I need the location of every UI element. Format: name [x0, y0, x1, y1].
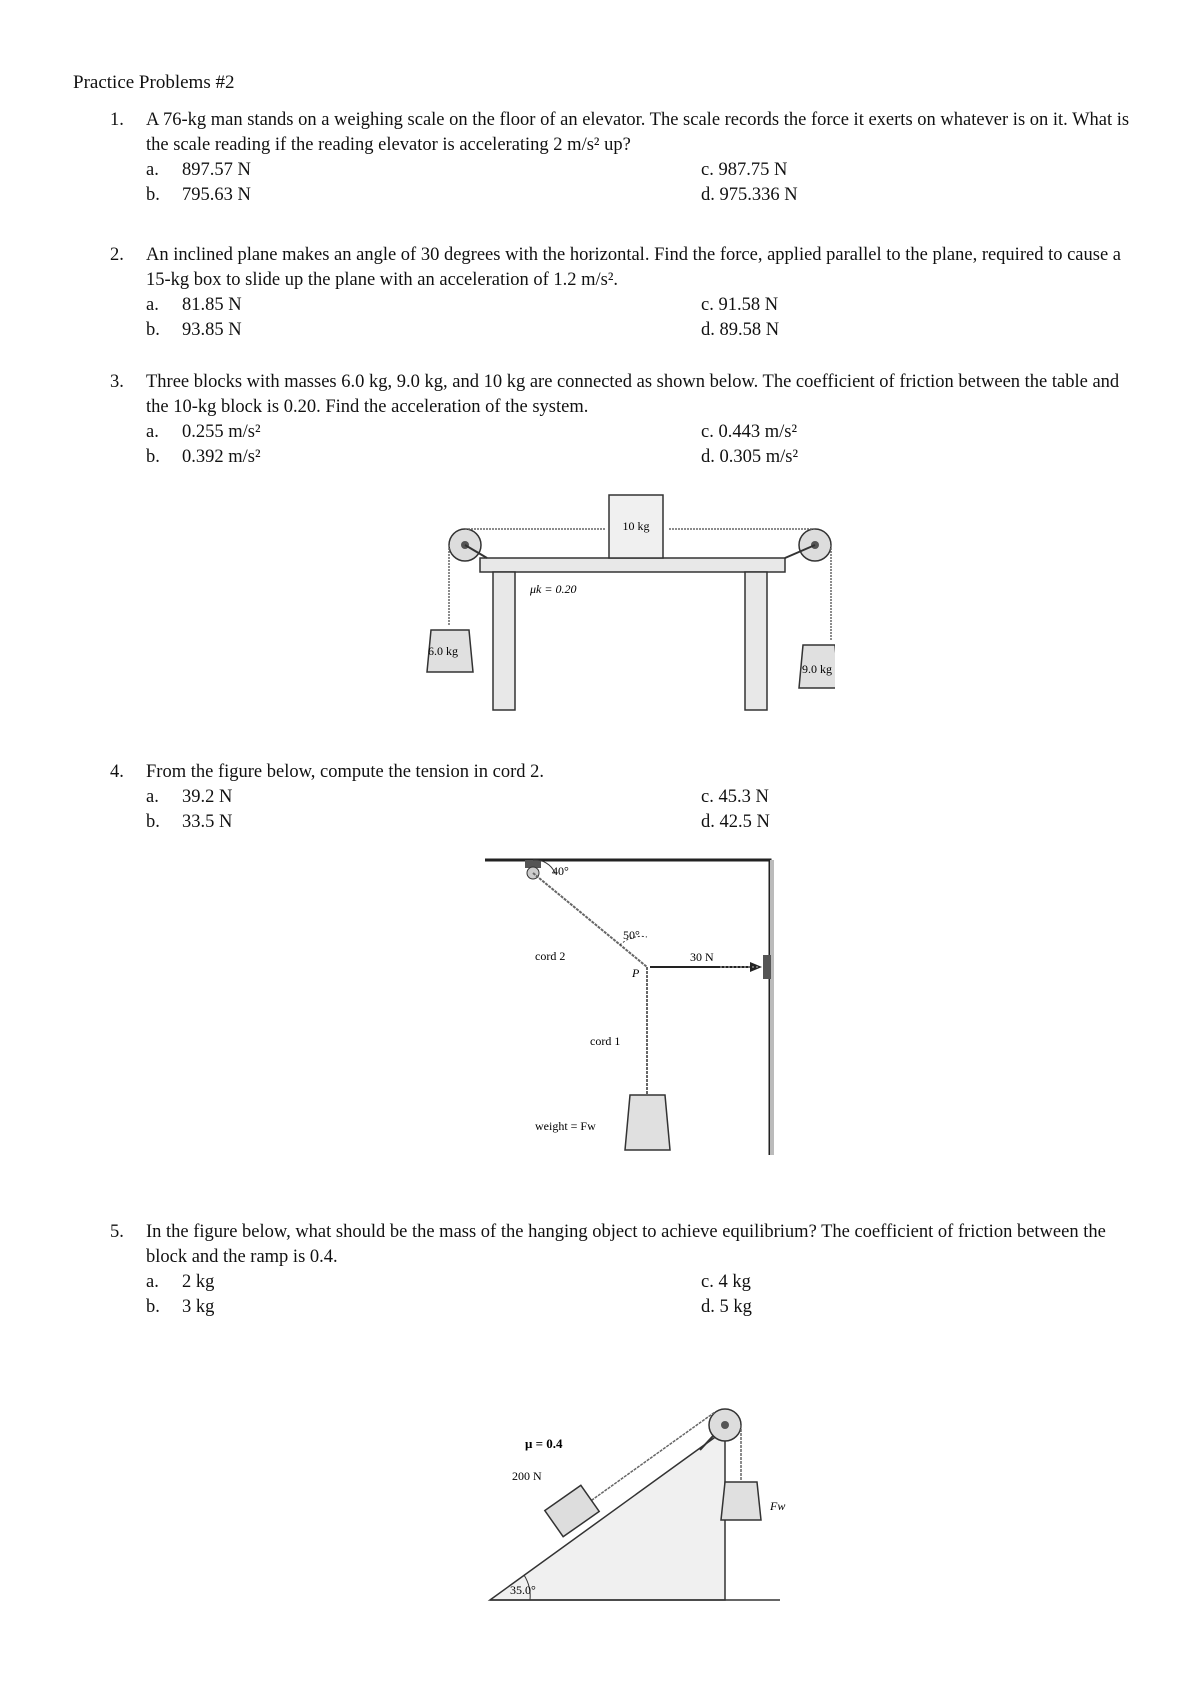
options — [146, 420, 1140, 470]
point-label: P — [632, 966, 640, 980]
option-value: 0.255 m/s² — [182, 422, 261, 442]
option-a — [146, 785, 232, 810]
angle-top-label: 40° — [552, 864, 569, 878]
option-value: 2 kg — [182, 1272, 215, 1292]
block-label: 200 N — [512, 1469, 542, 1483]
question-1 — [110, 108, 1140, 208]
options — [146, 1270, 1140, 1320]
question-5 — [110, 1220, 1140, 1320]
mu-label: μ = 0.4 — [525, 1436, 563, 1451]
hanging-label: Fw — [770, 1499, 786, 1513]
page-title: Practice Problems #2 — [73, 72, 235, 93]
option-b — [146, 318, 242, 343]
option-value: 0.392 m/s² — [182, 447, 261, 467]
force-label: 30 N — [690, 950, 714, 964]
ceiling-wall — [485, 860, 770, 1155]
options — [146, 293, 1140, 343]
question-text: Three blocks with masses 6.0 kg, 9.0 kg, and 10 kg are connected as shown below. The coefficient of friction between the table and the 10-kg block is 0.20. Find the acceleration of the system. — [146, 372, 1120, 417]
option-a — [146, 1270, 214, 1295]
option-d: d. 42.5 N — [701, 812, 770, 832]
option-c: c. 91.58 N — [701, 295, 779, 315]
question-4 — [110, 760, 1140, 835]
question-text: From the figure below, compute the tension in cord 2. — [146, 762, 545, 782]
option-b — [146, 445, 261, 470]
wall-mount — [763, 955, 771, 979]
cord-1-label: cord 1 — [590, 1034, 621, 1048]
option-value: 795.63 N — [182, 185, 251, 205]
figure-cords — [480, 855, 800, 1155]
option-b — [146, 810, 232, 835]
friction-label: μk = 0.20 — [530, 582, 577, 596]
weight-right-label: 9.0 kg — [802, 662, 832, 676]
option-c: c. 45.3 N — [701, 787, 769, 807]
question-2 — [110, 243, 1140, 343]
option-value: 39.2 N — [182, 787, 233, 807]
question-number: 2. — [110, 245, 124, 265]
option-a — [146, 158, 251, 183]
cord-2-label: cord 2 — [535, 949, 566, 963]
question-number: 4. — [110, 762, 124, 782]
wall-shade — [770, 860, 774, 1155]
option-letter: a. — [146, 422, 159, 442]
option-value: 3 kg — [182, 1297, 215, 1317]
option-letter: b. — [146, 447, 160, 467]
option-a — [146, 420, 261, 445]
option-value: 33.5 N — [182, 812, 233, 832]
option-d: d. 975.336 N — [701, 185, 798, 205]
hanging-weight — [721, 1482, 761, 1520]
option-d: d. 89.58 N — [701, 320, 780, 340]
table-leg-right — [745, 572, 767, 710]
pulley-axle — [721, 1421, 729, 1429]
option-value: 93.85 N — [182, 320, 242, 340]
figure-three-blocks — [425, 490, 835, 720]
ramp — [490, 1430, 725, 1600]
weight-label: weight = Fw — [535, 1119, 596, 1133]
question-3 — [110, 370, 1140, 470]
question-text: An inclined plane makes an angle of 30 degrees with the horizontal. Find the force, applied parallel to the plane, required to cause a 15-kg box to slide up the plane with an acceleration of 1.2 m/s². — [146, 245, 1122, 290]
figure-ramp — [480, 1370, 800, 1610]
option-a — [146, 293, 242, 318]
option-d: d. 0.305 m/s² — [701, 447, 799, 467]
option-letter: a. — [146, 160, 159, 180]
option-c: c. 0.443 m/s² — [701, 422, 797, 442]
option-letter: b. — [146, 1297, 160, 1317]
option-value: 897.57 N — [182, 160, 251, 180]
question-number: 1. — [110, 110, 124, 130]
question-number: 3. — [110, 372, 124, 392]
table-top — [480, 558, 785, 572]
question-text: A 76-kg man stands on a weighing scale on the floor of an elevator. The scale records the force it exerts on whatever is on it. What is the scale reading if the reading elevator is accelerating 2 m/s² up? — [146, 110, 1130, 155]
option-b — [146, 183, 251, 208]
option-letter: b. — [146, 185, 160, 205]
angle-mid-label: 50° — [623, 928, 640, 942]
option-value: 81.85 N — [182, 295, 242, 315]
block-10kg-label: 10 kg — [622, 519, 650, 533]
weight-left-label: 6.0 kg — [428, 644, 458, 658]
option-d: d. 5 kg — [701, 1297, 752, 1317]
question-number: 5. — [110, 1222, 124, 1242]
option-c: c. 4 kg — [701, 1272, 751, 1292]
hanging-weight — [625, 1095, 670, 1150]
option-b — [146, 1295, 214, 1320]
question-text: In the figure below, what should be the mass of the hanging object to achieve equilibrium? The coefficient of friction between the block and the ramp is 0.4. — [146, 1222, 1106, 1267]
options — [146, 785, 1140, 835]
option-c: c. 987.75 N — [701, 160, 788, 180]
option-letter: b. — [146, 320, 160, 340]
table-leg-left — [493, 572, 515, 710]
option-letter: b. — [146, 812, 160, 832]
option-letter: a. — [146, 1272, 159, 1292]
angle-label: 35.0° — [510, 1583, 536, 1597]
option-letter: a. — [146, 295, 159, 315]
options — [146, 158, 1140, 208]
option-letter: a. — [146, 787, 159, 807]
